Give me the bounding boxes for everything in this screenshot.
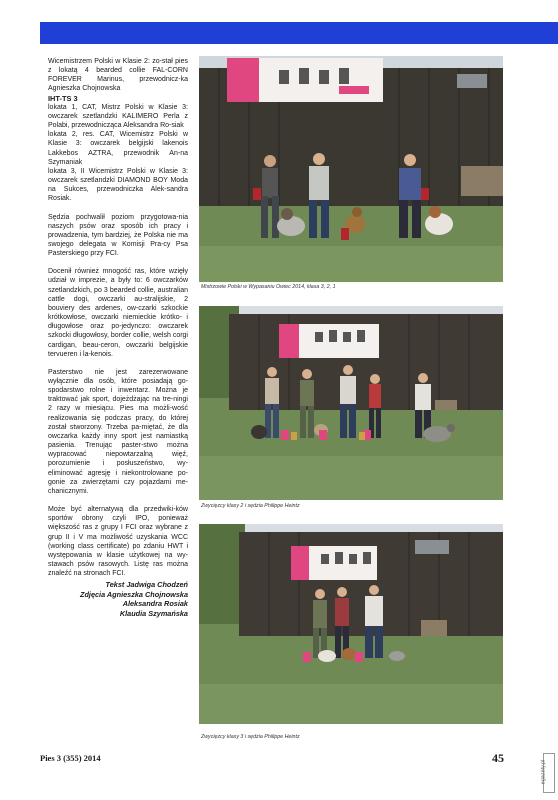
paragraph-herding-sport: Pasterstwo nie jest zarezerwowane wyłącznie dla osób, które posiadają go-spodarstwo rolne i inwentarz. Można je traktować jak sport, dojeżdżając na tre-ningi 2 razy w miesiącu. Pies ma możli-wość realizowania się podczas pracy, do której został stworzony. Trzeba pa-miętać, że dla owczarka każdy inny sport jest namiastką pasienia. Trenując paster-stwo można wypracować niepowtarzalną więź, porozumienie i posłuszeństwo, wy-eliminować agresję i niekontrolowane po-gonie za zwierzętami czy pojazdami me-chanicznymi. — [48, 368, 188, 495]
photo-1-caption: Mistrzowie Polski w Wypasaniu Owiec 2014, klasa 3, 2, 1 — [201, 284, 336, 290]
credit-photographer-3: Klaudia Szymańska — [119, 609, 188, 619]
watermark-stamp — [540, 753, 555, 793]
article-text-column — [48, 57, 188, 619]
paragraph-breeds: Docenił również mnogość ras, które wzięły udział w imprezie, a były to: 6 owczarków szetlandzkich, po 3 bearded collie, australian cattle dogi, owczarki au-stralijskie, 2 bouviery des ardenes, ow-czarki szkockie krótkowłose, owczarki niemieckie krótko- i długowłose oraz po-jedynczo: owczarek szkocki długowłosy, border collie, welsh corgi cardigan, beau-ceron, owczarki belgijskie tervueren i la-kenois. — [48, 268, 188, 358]
photo-2-caption: Zwycięzcy klasy 2 i sędzia Philippe Heintz — [201, 503, 300, 509]
paragraph-rank-1: lokata 1, CAT, Mistrz Polski w Klasie 3: owczarek szetlandzki KALIMERO Perla z Polabi, przewodnicząca Aleksandra Ro-siak — [48, 103, 188, 130]
credit-text-author: Tekst Jadwiga Chodzeń — [105, 580, 188, 590]
photo-3-image — [199, 524, 503, 724]
photo-winners-class3-judge — [199, 524, 503, 724]
credit-photographer-2: Aleksandra Rosiak — [122, 599, 188, 609]
credit-photos: Zdjęcia Agnieszka Chojnowska — [80, 589, 188, 599]
paragraph-judge-praise: Sędzia pochwalił poziom przygotowa-nia naszych psów oraz sposób ich pracy i prowadzenia, tym bardziej, że Polska nie ma swojego delegata w Komisji Pra-cy Psa Pasterskiego przy FCI. — [48, 213, 188, 258]
photo-2-image — [199, 306, 503, 500]
photo-winners-class2 — [199, 306, 503, 500]
paragraph-alternative: Może być alternatywą dla przedwiki-ków sportów obrony czyli IPO, ponieważ większość ras z grupy I FCI oraz wybrane z grup II i V ma możliwość uzyskania WCC (working class certificate) po zdaniu HWT i występowania w klasie użytkowej na wy-stawach psów rasowych. Listę ras można znaleźć na stronach FCI. — [48, 506, 188, 578]
photo-3-caption: Zwycięzcy klasy 3 i sędzia Philippe Heintz — [201, 734, 300, 740]
watermark-text: egazety.pl — [540, 759, 547, 785]
paragraph-rank-3: lokata 3, II Wicemistrz Polski w Klasie 3: owczarek szetlandzki DIAMOND BOY Moda na Sukces, przewodniczka Alek-sandra Rosiak. — [48, 167, 188, 203]
paragraph-rank-2: lokata 2, res. CAT, Wicemistrz Polski w Klasie 3: owczarek belgijski lakenois Lakkebos AZTRA, przewodnik An-na Szymaniak — [48, 131, 188, 166]
header-color-bar — [40, 22, 558, 44]
subheading-iht-ts3: IHT-TS 3 — [48, 93, 78, 103]
issue-footer: Pies 3 (355) 2014 — [40, 753, 101, 763]
paragraph-vice-champion-class2: Wicemistrzem Polski w Klasie 2: zo-stał pies z lokatą 4 bearded collie FAL-CORN FOREVER Marinus, przewodnicz-ka Agnieszka Chojnowska — [48, 58, 188, 93]
credits-block — [48, 580, 188, 618]
photo-winners-class3 — [199, 56, 503, 282]
photo-1-image — [199, 56, 503, 282]
page-number: 45 — [492, 751, 504, 765]
